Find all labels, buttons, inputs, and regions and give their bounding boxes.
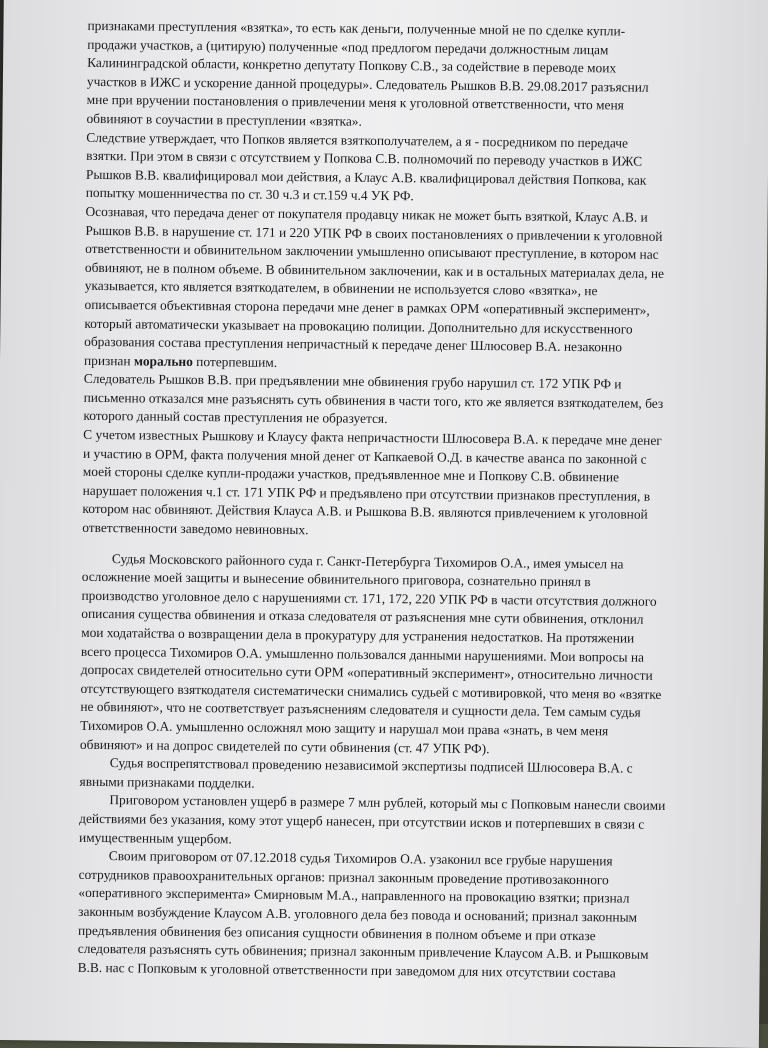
text-line: допросах свидетелей относительно сути ОРМ «оперативный эксперимент», относительно личности	[80, 662, 653, 684]
text-line: Осознавая, что передача денег от покупателя продавцу никак не может быть взяткой, Клаус А.В. и	[85, 203, 648, 225]
text-line: Судья Московского районного суда г. Санкт-Петербурга Тихомиров О.А., имея умысел на	[111, 550, 624, 572]
text-line: моей стороны сделке купли-продажи участков, предъявленное мне и Попкову С.В. обвинение	[82, 464, 620, 485]
text-line: Калининградской области, конкретно депутату Попкову С.В., за содействие в переводе моих	[87, 55, 617, 76]
text-line: С учетом известных Рышкову и Клаусу факта непричастности Шлюсовера В.А. к передаче мне денег	[83, 426, 662, 448]
text-line: Следствие утверждает, что Попков является взяткополучателем, а я - посредником по передаче	[86, 129, 629, 151]
text-line: сотрудников правоохранительных органов: признал законным проведение противозаконного	[78, 866, 609, 888]
text-line: Рышков В.В. квалифицировал мои действия, а Клаус А.В. квалифицировал действия Попкова, как	[85, 166, 647, 188]
text-line: обвиняют, не в полном объеме. В обвинительном заключении, как и в остальных материалах дела, не	[84, 259, 665, 281]
text-line: участков в ИЖС и ускорение данной процедуры». Следователь Рышков В.В. 29.08.2017 разъяснил	[86, 73, 649, 95]
bold-word: морально	[133, 353, 193, 369]
text-line: указывается, кто является взяткодателем, в обвинении не используется слово «взятка», не	[84, 278, 598, 299]
text-line: Своим приговором от 07.12.2018 судья Тихомиров О.А. узаконил все грубые нарушения	[108, 848, 613, 869]
text-line: мне при вручении постановления о привлечении меня к уголовной ответственности, что меня	[86, 92, 624, 113]
text-line: нарушает положения ч.1 ст. 171 УПК РФ и предъявлено при отсутствии признаков преступления, в	[82, 482, 651, 504]
text-line: взятки. При этом в связи с отсутствием у Попкова С.В. полномочий по переводу участков в ИЖС	[86, 148, 643, 169]
text-line: всего процесса Тихомиров О.А. умышленно пользовался данными нарушениями. Мои вопросы на	[80, 643, 645, 665]
text-line: образования состава преступления непричастный к передаче денег Шлюсовер В.А. незаконно	[84, 333, 623, 355]
text-line: признаками преступления «взятка», то есть как деньги, полученные мной не по сделке купли-	[87, 17, 626, 39]
text-line: предъявления обвинения без описания сущности обвинения в полном объеме и при отказе	[77, 922, 596, 943]
text-line: письменно отказался мне разъяснять суть обвинения в части того, кто же является взяткодателем, без	[83, 389, 664, 411]
text-line: явными признаками подделки.	[79, 773, 255, 791]
text-line: законным возбуждение Клаусом А.В. уголовного дела без повода и оснований; признал законным	[78, 903, 638, 925]
document-body	[78, 17, 748, 984]
text-line: продажи участков, а (цитирую) полученные «под предлогом передачи должностным лицам	[87, 36, 609, 57]
text-line: Приговором установлен ущерб в размере 7 млн рублей, который мы с Попковым нанесли своими	[109, 792, 666, 814]
text-line: следователя разъяснять суть обвинения; признал законным привлечение Клаусом А.В. и Рышковым	[77, 940, 649, 962]
text-line: имущественным ущербом.	[78, 829, 232, 846]
text-line: обвиняют» и на допрос свидетелей по сути обвинения (ст. 47 УПК РФ).	[79, 736, 490, 756]
text-line: описывается объективная сторона передачи мне денег в рамках ОРМ «оперативный эксперимент»,	[84, 296, 650, 318]
text-line: обвиняют в соучастии в преступлении «взятка».	[86, 110, 362, 129]
text-line: действиями без указания, кому этот ущерб нанесен, при отсутствии исков и потерпевших в связи с	[79, 810, 645, 832]
text-fragment: потерпевшим.	[192, 353, 278, 370]
text-line: ответственности заведомо невиновных.	[82, 519, 309, 538]
text-line: Рышков В.В. в нарушение ст. 171 и 220 УПК РФ в своих постановлениях о привлечении к уголовной	[85, 222, 663, 244]
text-line: и участию в ОРМ, факта получения мной денег от Капкаевой О.Д. в качестве аванса по законной с	[82, 445, 647, 467]
text-line: который автоматически указывает на провокацию полиции. Дополнительно для искусственного	[84, 315, 633, 337]
text-line: Следователь Рышков В.В. при предъявлении мне обвинения грубо нарушил ст. 172 УПК РФ и	[83, 371, 622, 392]
text-line: Судья воспрепятствовал проведению независимой экспертизы подписей Шлюсовера В.А. с	[109, 755, 633, 776]
text-line: Тихомиров О.А. умышленно осложнял мою защиту и нарушал мои права «знать, в чем меня	[80, 717, 609, 739]
text-line: не обвиняют», что не соответствует разъяснениям следователя и сущности дела. Тем самым судья	[80, 699, 641, 721]
text-line: которого данный состав преступления не образуется.	[83, 408, 388, 427]
text-line: производство уголовное дело с нарушениями ст. 171, 172, 220 УПК РФ в части отсутствия должного	[81, 587, 657, 609]
text-line: В.В. нас с Попковым к уголовной ответственности при заведомом для них отсутствии состава	[77, 959, 616, 981]
text-line: котором нас обвиняют. Действия Клауса А.В. и Рышкова В.В. являются привлечением к уголовной	[82, 501, 648, 523]
text-fragment: признан	[83, 352, 135, 369]
text-line: попытку мошенничества по ст. 30 ч.3 и ст.159 ч.4 УК РФ.	[85, 185, 414, 204]
text-line: мои ходатайства о возвращении дела в прокуратуру для устранения недостатков. На протяжении	[81, 624, 635, 646]
text-line: осложнение моей защиты и вынесение обвинительного приговора, сознательно принял в	[81, 569, 591, 590]
text-line: ответственности и обвинительном заключении умышленно описывают преступление, в котором нас	[85, 240, 659, 262]
text-line: описания существа обвинения и отказа следователя от разъяснения мне сути обвинения, отклонил	[81, 606, 644, 628]
text-line: «оперативного эксперимента» Смирновым М.А., направленного на провокацию взятки; признал	[78, 885, 630, 906]
text-line: отсутствующего взяткодателя систематически снимались судьей с мотивировкой, что меня во «взятке	[80, 680, 662, 702]
